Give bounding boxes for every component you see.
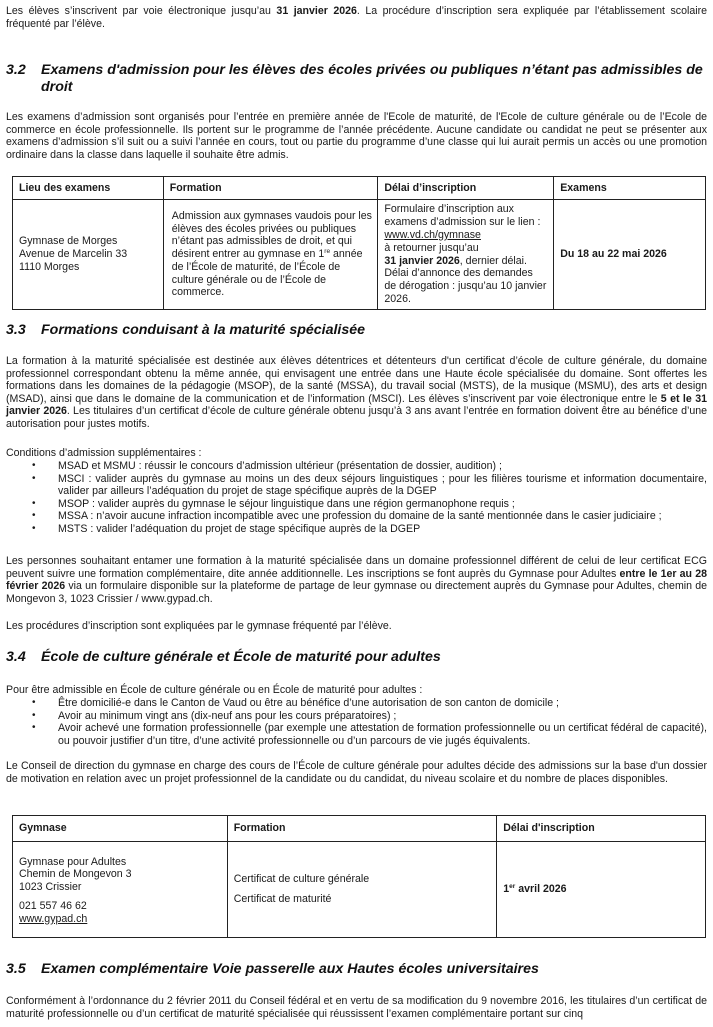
admissibility-list xyxy=(6,697,707,747)
paragraph-text-end: . Les titulaires d’un certificat d’école de culture générale obtenu jusqu’à 3 ans avant l’entrée en formation doivent être au bénéfice d’une autorisation pour justes motifs. xyxy=(6,405,707,430)
section-heading-3-2 xyxy=(6,62,707,96)
cell-delai xyxy=(497,842,706,938)
procedures-paragraph: Les procédures d’inscription sont expliquées par le gymnase fréquenté par l’élève. xyxy=(6,620,392,632)
section-number: 3.2 xyxy=(6,62,26,78)
lieu-line: Avenue de Marcelin 33 xyxy=(19,248,128,261)
header-delai: Délai d’inscription xyxy=(378,177,554,200)
conditions-list xyxy=(6,460,707,536)
list-item-text: MSTS : valider l’adéquation du projet de stage spécifique auprès de la DGEP xyxy=(58,522,421,535)
formation-item: Certificat de maturité xyxy=(233,893,332,905)
intro-paragraph xyxy=(6,5,707,30)
section-heading-3-3 xyxy=(6,322,707,339)
deadline-day: 1 xyxy=(503,883,510,896)
section-number: 3.5 xyxy=(6,961,26,977)
section-heading-3-4 xyxy=(6,649,707,666)
table-header-row xyxy=(13,816,706,842)
formation-text: Admission aux gymnases vaudois pour les élèves des écoles privées ou publiques n’étant pas admissibles de droit, et qui désirent entrer au gymnase en 1 xyxy=(171,209,372,261)
header-examens: Examens xyxy=(554,177,706,200)
list-item xyxy=(6,498,707,511)
header-formation: Formation xyxy=(227,816,497,842)
paragraph-text-end: via un formulaire disponible sur la plateforme de partage de leur gymnase ou directement auprès du Gymnase pour Adultes, chemin de Mongevon 3, 1023 Crissier / www.gypad.ch. xyxy=(6,580,707,605)
gymnase-link[interactable]: www.vd.ch/gymnase xyxy=(384,228,481,241)
list-item-text: Avoir achevé une formation professionnelle (par exemple une attestation de formation professionnelle ou un certificat fédéral de capacité), ou pouvoir justifier d’un titre, d’une activité professionnelle ou d’un parcours de vie jugés équivalents. xyxy=(58,722,707,747)
header-formation: Formation xyxy=(163,177,378,200)
list-item xyxy=(6,473,707,498)
phone-number: 021 557 46 62 xyxy=(19,899,87,912)
header-lieu: Lieu des examens xyxy=(13,177,164,200)
bullet-icon: • xyxy=(32,722,36,734)
derogation-text: Délai d’annonce des demandes de dérogation : jusqu’au 10 janvier 2026. xyxy=(384,267,547,305)
exam-dates: Du 18 au 22 mai 2026 xyxy=(560,248,667,261)
section-title: Examens d'admission pour les élèves des écoles privées ou publiques n’étant pas admissibles de droit xyxy=(41,62,703,95)
formation-text-end: année de l’École de maturité, de l’École de culture générale ou de l’École de commerce. xyxy=(171,248,363,299)
paragraph-text: La formation à la maturité spécialisée est destinée aux élèves détentrices et détenteurs d'un certificat d’école de culture générale, du domaine professionnel correspondant obtenu la même année, qui envisagent une entrée dans une Haute école spécialisée du domaine. Sont offertes les formations dans les domaines de la pédagogie (MSOP), de la santé (MSSA), du travail social (MSTS), de la musique (MSMU), des arts et design (MSAD), ainsi que dans le domaine de la communication et de l’information (MSCI). Les élèves s’inscrivent par voie électronique entre le xyxy=(6,355,707,405)
formation-sup: re xyxy=(324,248,331,256)
list-item-text: Avoir au minimum vingt ans (dix-neuf ans pour les cours préparatoires) ; xyxy=(58,709,397,722)
list-item xyxy=(6,697,707,710)
list-item xyxy=(6,510,707,523)
admission-exams-table xyxy=(12,176,706,310)
intro-deadline: 31 janvier 2026 xyxy=(276,5,357,17)
bullet-icon: • xyxy=(32,472,36,484)
lieu-line: 1110 Morges xyxy=(19,260,80,273)
gymnase-line: 1023 Crissier xyxy=(19,881,82,894)
section-3-2-paragraph: Les examens d’admission sont organisés pour l’entrée en première année de l'Ecole de maturité, de l'Ecole de culture générale ou de l’Ecole de commerce en école professionnelle. Ils portent sur le programme de l’année précédente. Aucune candidate ou candidat ne peut se présenter aux examens d’admission s’il suit ou a suivi l’année en cours, tout ou partie du programme d’une classe qui lui aurait permis un accès ou une promotion ordinaire dans la classe dans laquelle il souhaite être admis. xyxy=(6,111,707,161)
section-heading-3-5 xyxy=(6,961,707,978)
adult-school-table xyxy=(12,815,706,938)
bullet-icon: • xyxy=(32,522,36,534)
list-item-text: Être domicilié-e dans le Canton de Vaud ou être au bénéfice d’une autorisation de son canton de domicile ; xyxy=(58,697,559,709)
gypad-website-link[interactable]: www.gypad.ch xyxy=(19,912,88,925)
cell-formation xyxy=(227,842,497,938)
list-item xyxy=(6,710,707,723)
paragraph-text: Les personnes souhaitant entamer une formation à la maturité spécialisée dans un domaine professionnel différent de celui de leur certificat ECG peuvent suivre une formation complémentaire, dite année additionnelle. Les inscriptions se font auprès du Gymnase pour Adultes xyxy=(6,555,707,580)
section-3-3-paragraph xyxy=(6,355,707,431)
list-item-text: MSAD et MSMU : réussir le concours d’admission ultérieur (présentation de dossier, audition) ; xyxy=(58,460,502,472)
cell-gymnase xyxy=(13,842,228,938)
table-row xyxy=(13,200,706,310)
bullet-icon: • xyxy=(32,697,36,708)
section-title: École de culture générale et École de maturité pour adultes xyxy=(41,649,441,665)
section-title: Formations conduisant à la maturité spécialisée xyxy=(41,322,366,338)
bullet-icon: • xyxy=(32,460,36,471)
list-item-text: MSCI : valider auprès du gymnase au moins un des deux séjours linguistiques ; pour les filières tourisme et information documentaire, valider par ailleurs l’adéquation du projet de stage spécifique auprès de la DGEP xyxy=(58,472,707,498)
list-item-text: MSOP : valider auprès du gymnase le séjour linguistique dans une région germanophone requis ; xyxy=(58,497,515,510)
section-3-5-paragraph: Conformément à l’ordonnance du 2 février 2011 du Conseil fédéral et en vertu de sa modification du 9 novembre 2016, les titulaires d’un certificat de maturité professionnelle ou d’un certificat de maturité spécialisée qui réussissent l’examen complémentaire portant sur cinq xyxy=(6,995,707,1020)
delai-text: , dernier délai. xyxy=(459,254,527,267)
intro-text: Les élèves s’inscrivent par voie électronique jusqu’au xyxy=(6,5,277,17)
delai-text: Formulaire d’inscription aux examens d’admission sur le lien : xyxy=(384,203,541,229)
list-item xyxy=(6,722,707,747)
table-header-row xyxy=(13,177,706,200)
additional-year-paragraph xyxy=(6,555,707,605)
cell-lieu xyxy=(13,200,164,310)
section-number: 3.3 xyxy=(6,322,26,338)
adult-deadline xyxy=(503,883,566,895)
bullet-icon: • xyxy=(32,510,36,522)
delai-text: à retourner jusqu’au xyxy=(384,241,479,254)
cell-formation xyxy=(163,200,378,310)
additional-year-dates: entre le 1er au 28 février 2026 xyxy=(6,567,707,593)
table-row xyxy=(13,842,706,938)
list-item xyxy=(6,460,707,473)
bullet-icon: • xyxy=(32,709,36,721)
gymnase-line: Chemin de Mongevon 3 xyxy=(19,868,132,881)
admissibility-intro: Pour être admissible en École de culture générale ou en École de maturité pour adultes : xyxy=(6,684,423,696)
intro-text-end: . La procédure d’inscription sera expliquée par l’établissement scolaire fréquenté par l’élève. xyxy=(6,5,707,30)
section-number: 3.4 xyxy=(6,649,26,665)
deadline-sup: er xyxy=(509,883,516,891)
cell-delai xyxy=(378,200,554,310)
formation-item: Certificat de culture générale xyxy=(233,873,370,886)
section-title: Examen complémentaire Voie passerelle aux Hautes écoles universitaires xyxy=(41,961,539,977)
conditions-label: Conditions d’admission supplémentaires : xyxy=(6,447,202,459)
list-item xyxy=(6,523,707,536)
registration-dates: 5 et le 31 janvier 2026 xyxy=(6,392,708,418)
header-delai: Délai d'inscription xyxy=(497,816,706,842)
section-3-4-paragraph: Le Conseil de direction du gymnase en charge des cours de l’École de culture générale pour adultes décide des admissions sur la base d'un dossier de motivation en relation avec un projet professionnel de la candidate ou du candidat, du niveau scolaire et du nombre de places disponibles. xyxy=(6,760,707,785)
bullet-icon: • xyxy=(32,497,36,509)
cell-examens xyxy=(554,200,706,310)
deadline-rest: avril 2026 xyxy=(515,883,567,896)
delai-deadline: 31 janvier 2026 xyxy=(384,254,460,267)
gymnase-line: Gymnase pour Adultes xyxy=(19,855,127,868)
header-gymnase: Gymnase xyxy=(13,816,228,842)
lieu-line: Gymnase de Morges xyxy=(19,235,118,248)
list-item-text: MSSA : n’avoir aucune infraction incompatible avec une profession du domaine de la santé mentionnée dans le casier judiciaire ; xyxy=(58,510,662,523)
